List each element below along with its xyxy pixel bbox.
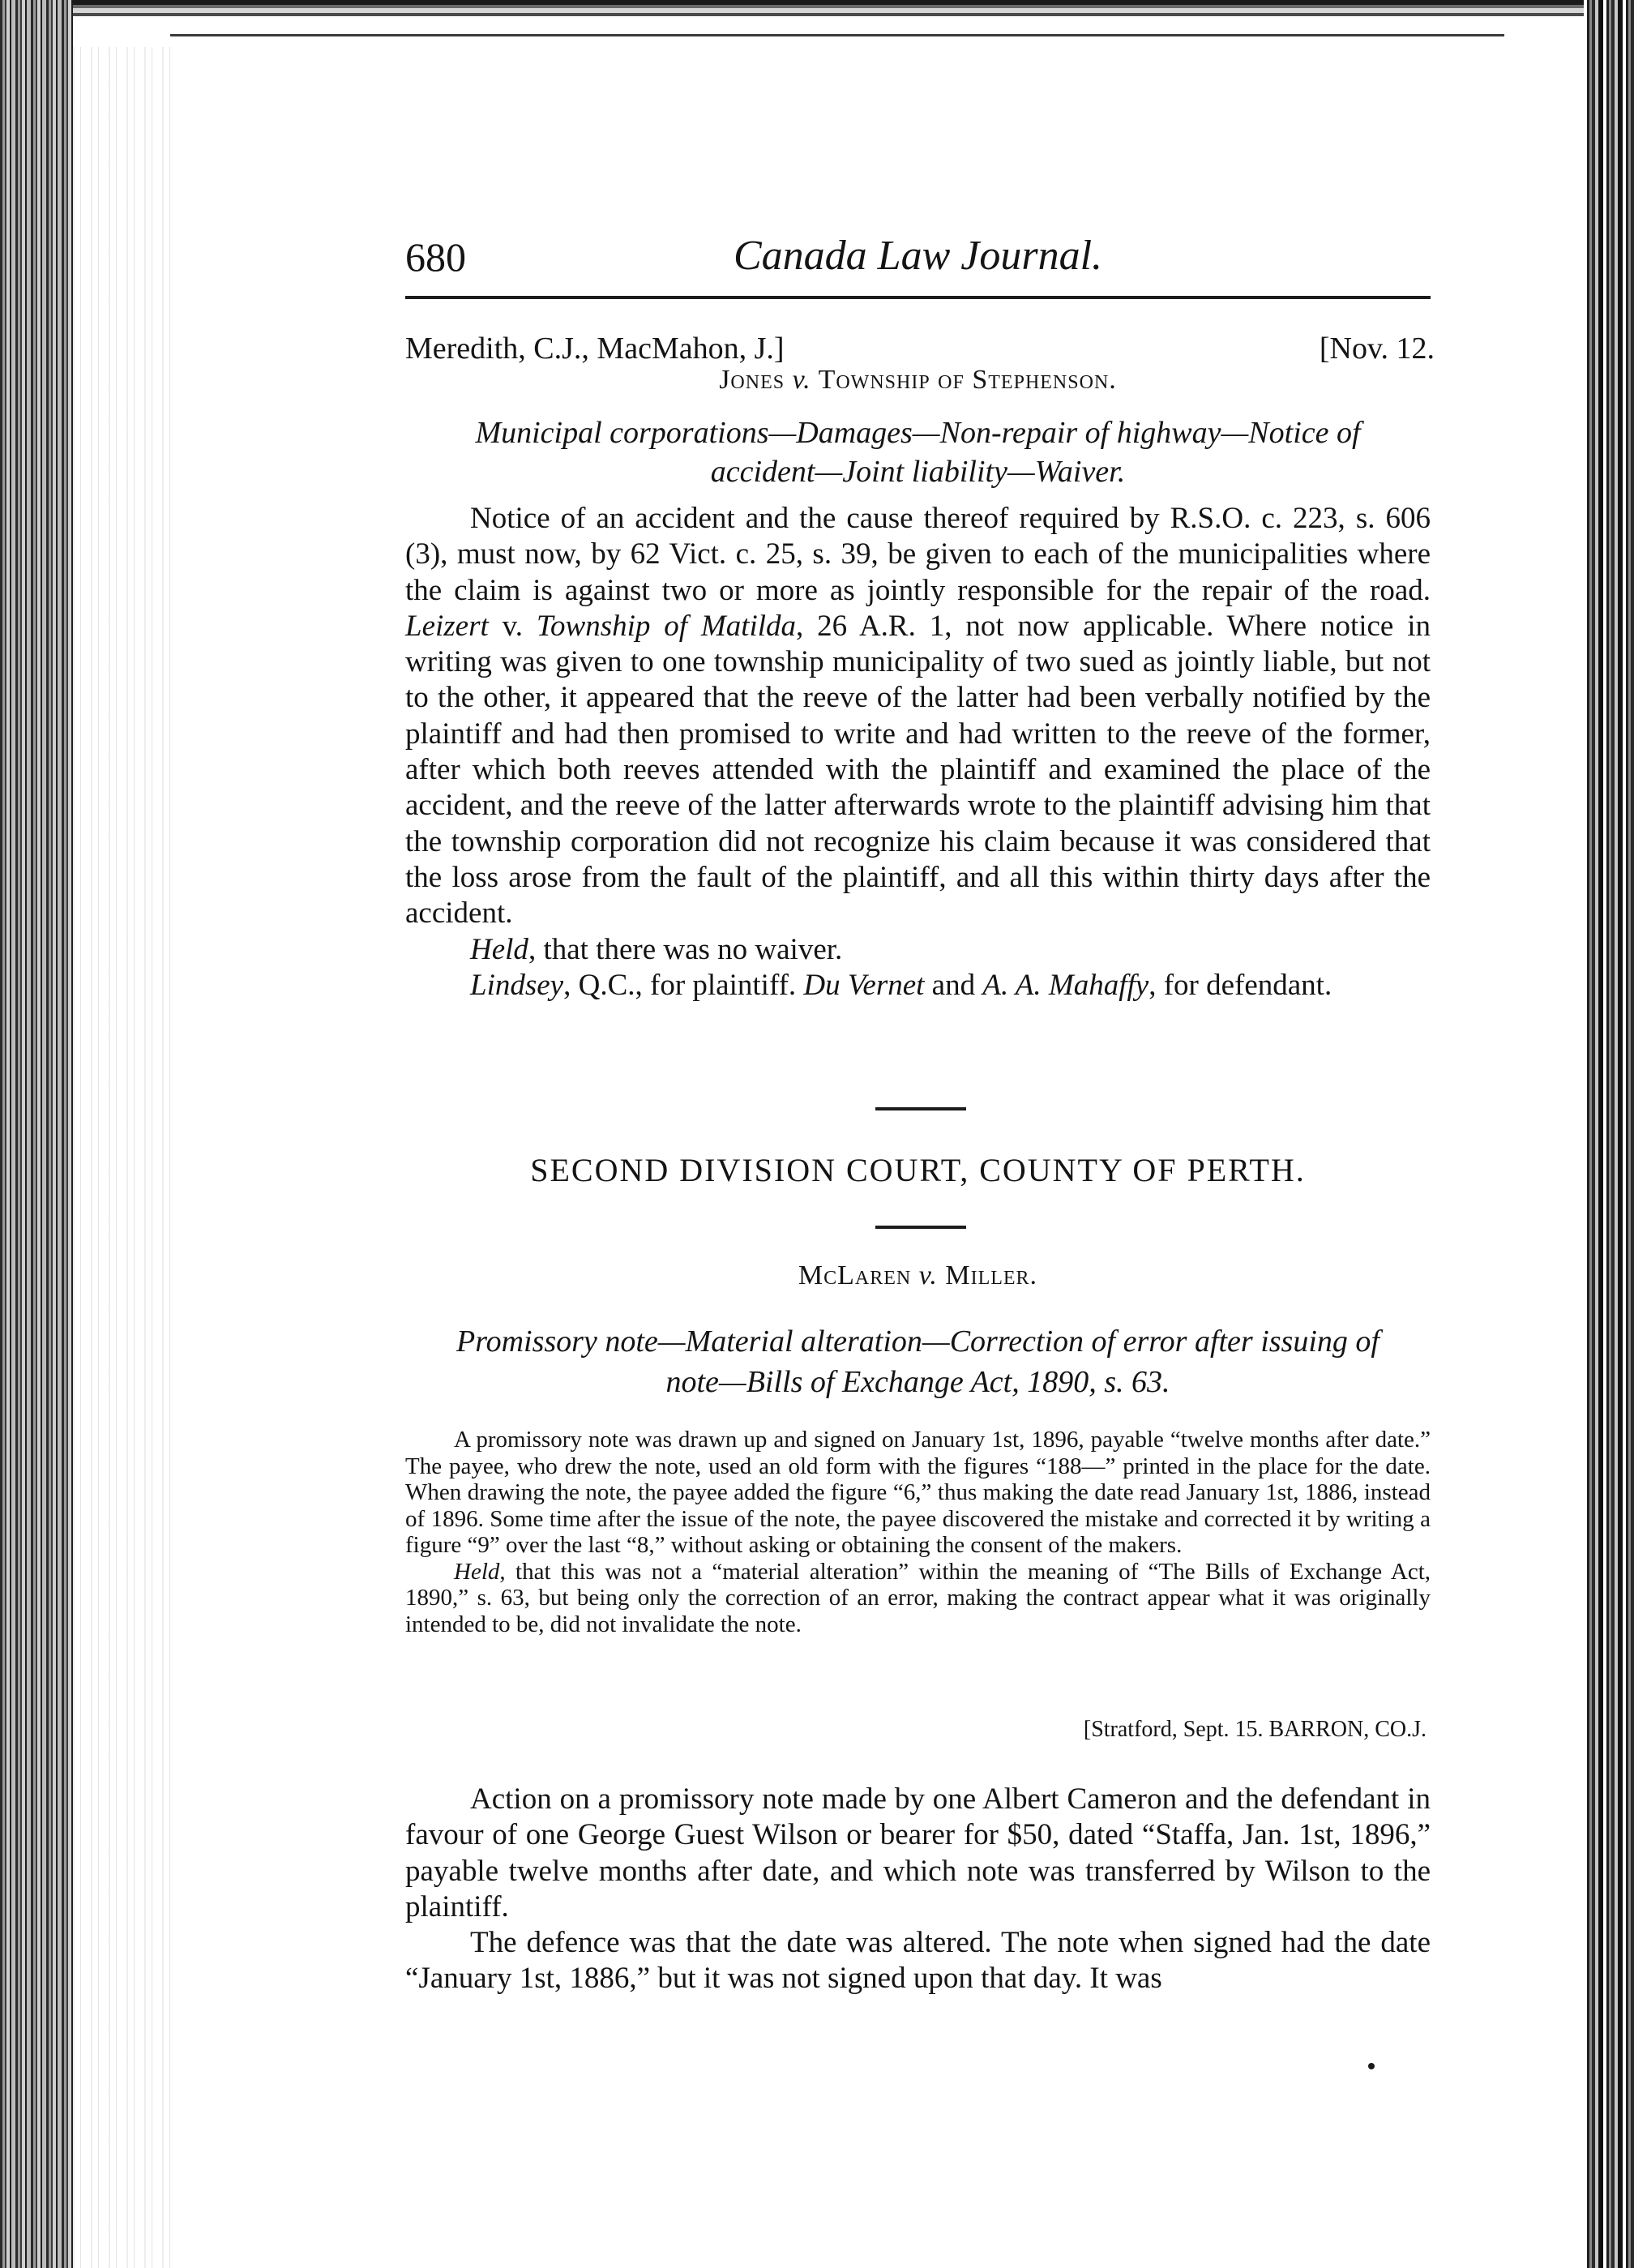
journal-title: Canada Law Journal. [733,233,1103,279]
case1-counsel [405,968,1431,1003]
running-header [405,229,1431,287]
case1-held [405,932,1431,968]
case2-keywords-line2: note—Bills of Exchange Act, 1890, s. 63. [665,1365,1170,1399]
case1-para-text2: v. [488,609,537,643]
headnote-held-text: , that this was not a “material alteration” within the meaning of “The Bills of Exchange Act, 1890,” s. 63, but being only the correction of an error, making the contract appear what it was originally intended to be, did not invalidate the note. [405,1558,1431,1637]
case1-keywords-line2: accident—Joint liability—Waiver. [710,455,1126,489]
scan-top-line [170,34,1504,36]
section-divider-2 [875,1226,966,1229]
counsel-text-3: , for defendant. [1149,968,1332,1002]
header-rule [405,296,1431,299]
headnote-paragraph-1: A promissory note was drawn up and signed on January 1st, 1896, payable “twelve months after date.” The payee, who drew the note, used an old form with the figures “188—” printed in the place for the date. When drawing the note, the payee added the figure “6,” thus making the date read January 1st, 1886, instead of 1896. Some time after the issue of the note, the payee discovered the mistake and corrected it by writing a figure “9” over the last “8,” without asking or obtaining the consent of the makers. [405,1427,1431,1558]
case1-judges: Meredith, C.J., MacMahon, J.] [405,332,785,366]
case1-date: [Nov. 12. [1319,332,1435,366]
scan-edge-right [1584,0,1634,2268]
case1-paragraph [405,501,1431,932]
case1-body [405,501,1431,1003]
case1-para-text3: , 26 A.R. 1, not now applicable. Where notice in writing was given to one township municipality of two sued as jointly liable, but not to the other, it appeared that the reeve of the latter had been verbally notified by the plaintiff and had then promised to write and had written to the reeve of the former, after which both reeves attended with the plaintiff and examined the place of the accident, and the reeve of the latter afterwards wrote to the plaintiff advising him that the township corporation did not recognize his claim because it was considered that the loss arose from the fault of the plaintiff, and all this within thirty days after the accident. [405,609,1431,931]
case2-keywords [405,1321,1431,1402]
case1-plaintiff: Jones [719,365,785,395]
case1-keywords [405,413,1431,491]
case2-defendant: Miller. [945,1260,1038,1290]
scan-edge-top [73,0,1584,47]
case2-body [405,1782,1431,1997]
case2-versus: v. [918,1260,938,1290]
case1-held-label: Held [470,932,528,966]
case2-title [405,1260,1431,1291]
page-number: 680 [405,234,466,280]
case1-para-text1: Notice of an accident and the cause thereof required by R.S.O. c. 223, s. 606 (3), must now, by 62 Vict. c. 25, s. 39, be given to each of the municipalities where the claim is against two or more as jointly responsible for the repair of the road. [405,502,1431,607]
case1-citation-b: Township of Matilda [536,609,797,643]
case2-paragraph-1: Action on a promissory note made by one Albert Cameron and the defendant in favour of one George Guest Wilson or bearer for $50, dated “Staffa, Jan. 1st, 1896,” payable twelve months after date, and which note was transferred by Wilson to the plaintiff. [405,1782,1431,1924]
case2-headnote [405,1427,1431,1637]
case1-versus: v. [792,365,811,395]
counsel-name-1: Lindsey [470,968,564,1002]
case2-keywords-line1: Promissory note—Material alteration—Correction of error after issuing of [456,1324,1379,1359]
case1-held-text: , that there was no waiver. [528,932,843,966]
case1-citation-a: Leizert [405,609,489,643]
scan-shadow-left [73,0,170,2268]
case2-plaintiff: McLaren [798,1260,912,1290]
headnote-paragraph-2 [405,1559,1431,1638]
case1-title [405,365,1431,396]
judge-signature: [Stratford, Sept. 15. BARRON, CO.J. [1083,1717,1427,1742]
scan-edge-left [0,0,73,2268]
counsel-text-1: , Q.C., for plaintiff. [563,968,804,1002]
headnote-held-label: Held [454,1558,500,1585]
case1-defendant: Township of Stephenson. [818,365,1117,395]
section-divider-1 [875,1107,966,1110]
counsel-name-3: A. A. Mahaffy [982,968,1149,1002]
case2-paragraph-2: The defence was that the date was altered. The note when signed had the date “January 1st, 1886,” but it was not signed upon that day. It was [405,1926,1431,1996]
ink-mark [1368,2063,1375,2069]
counsel-name-2: Du Vernet [803,968,925,1002]
counsel-text-2: and [924,968,983,1002]
case1-keywords-line1: Municipal corporations—Damages—Non-repair of highway—Notice of [475,416,1361,450]
section-heading: SECOND DIVISION COURT, COUNTY OF PERTH. [530,1152,1306,1188]
